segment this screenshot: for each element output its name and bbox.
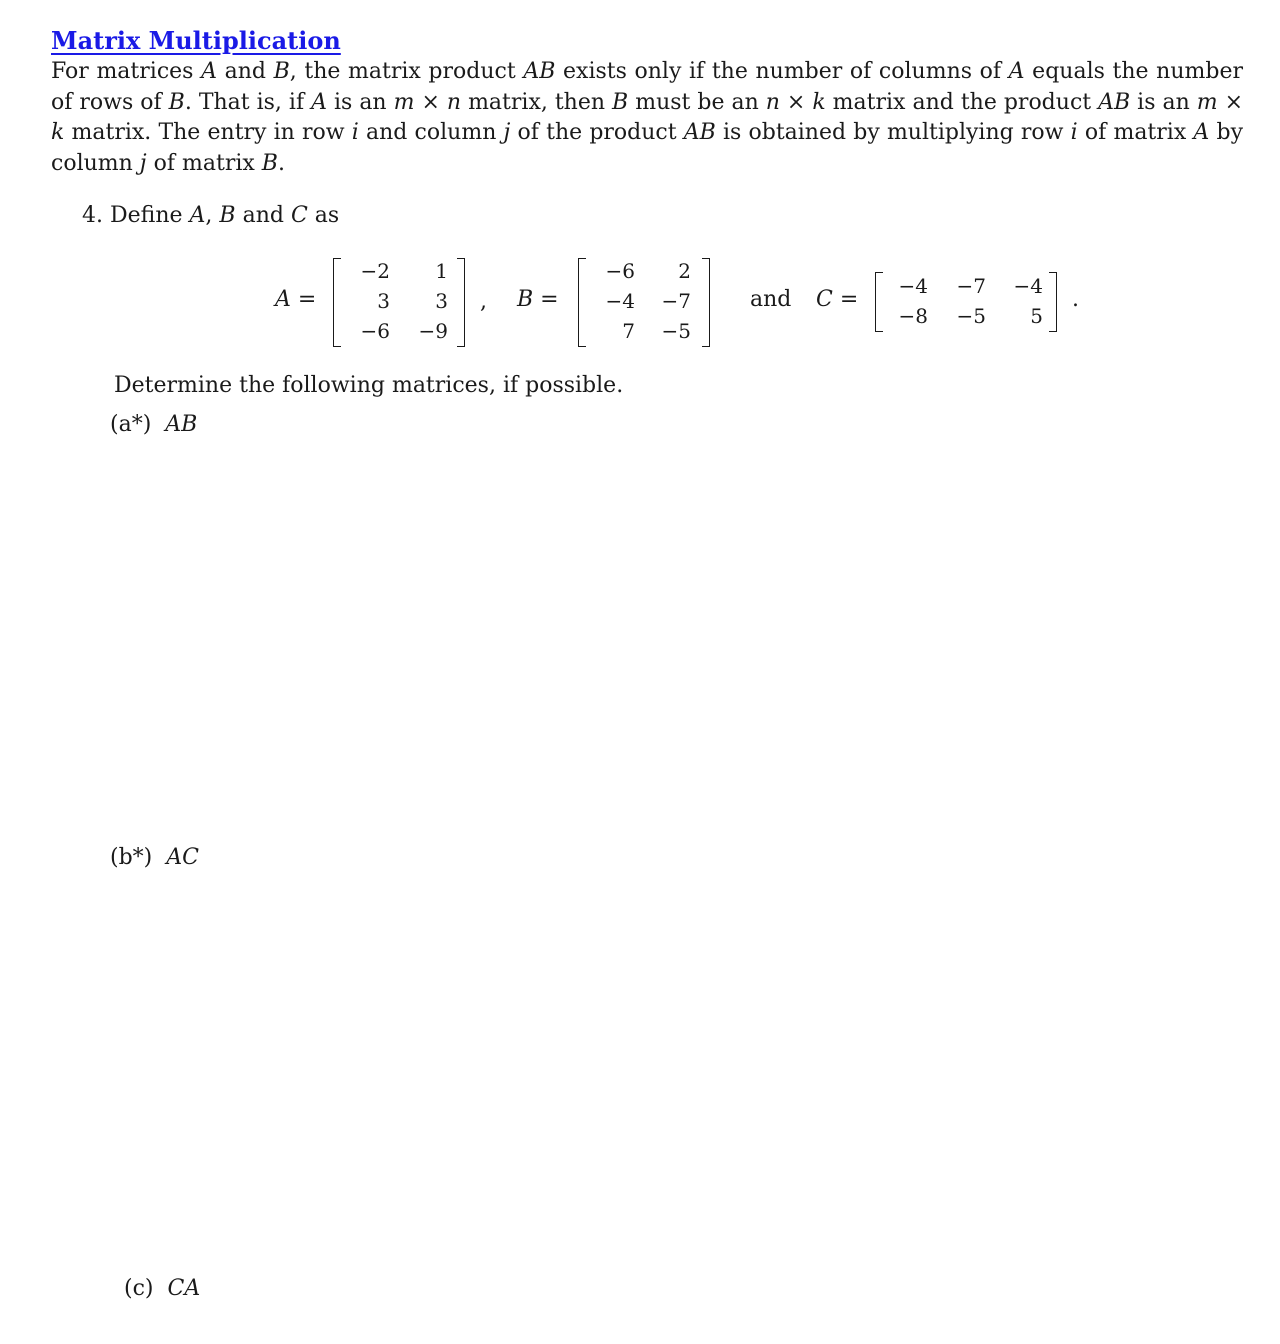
matrix-a-cell: −9 <box>418 319 448 343</box>
matrix-b-left-bracket <box>578 258 586 347</box>
part-b-label: (b*) <box>110 845 153 870</box>
matrix-a-cell: 3 <box>435 289 448 313</box>
part-c <box>124 1276 200 1301</box>
matrix-c-cell: −5 <box>956 304 986 328</box>
part-b <box>110 845 199 870</box>
matrix-c-cell: 5 <box>1030 304 1043 328</box>
matrix-c-cell: −4 <box>898 274 928 298</box>
matrix-end-period: . <box>1072 287 1079 312</box>
matrix-b-cell: −5 <box>661 319 691 343</box>
matrix-a-left-bracket <box>333 258 341 347</box>
and-text: and <box>750 287 792 312</box>
matrix-b-cell: 7 <box>622 319 635 343</box>
matrix-a-cell: −6 <box>360 319 390 343</box>
intro-paragraph: For matrices A and B, the matrix product AB exists only if the number of columns of A equals the number of rows of B. That is, if A is an m × n matrix, then B must be an n × k matrix and the product AB is an m × k matrix. The entry in row i and column j of the product AB is obtained by multiplying row i of matrix A by column j of matrix B. <box>51 59 1244 176</box>
matrix-a-cell: 1 <box>435 259 448 283</box>
matrix-b-label: B = <box>517 287 559 312</box>
section-title: Matrix Multiplication <box>51 26 341 55</box>
matrix-a-right-bracket <box>457 258 465 347</box>
problem-statement: 4. Define A, B and C as <box>82 203 340 228</box>
matrix-separator: , <box>480 289 487 314</box>
part-c-expression: CA <box>167 1276 201 1301</box>
part-a <box>110 412 197 437</box>
matrix-b <box>590 256 691 346</box>
matrix-c-cell: −4 <box>1013 274 1043 298</box>
matrix-c-cell: −8 <box>898 304 928 328</box>
matrix-c-right-bracket <box>1049 272 1057 332</box>
matrix-b-cell: −4 <box>605 289 635 313</box>
problem-number: 4. <box>82 203 103 228</box>
matrix-a-cell: 3 <box>377 289 390 313</box>
matrix-a-label: A = <box>275 287 317 312</box>
matrix-b-cell: −6 <box>605 259 635 283</box>
part-b-expression: AC <box>166 845 199 870</box>
matrix-b-cell: 2 <box>678 259 691 283</box>
matrix-c-cell: −7 <box>956 274 986 298</box>
part-a-label: (a*) <box>110 412 152 437</box>
part-c-label: (c) <box>124 1276 154 1301</box>
instruction-text: Determine the following matrices, if possible. <box>114 373 624 398</box>
matrix-b-right-bracket <box>702 258 710 347</box>
matrix-c-left-bracket <box>875 272 883 332</box>
matrix-c-label: C = <box>816 287 859 312</box>
matrix-b-cell: −7 <box>661 289 691 313</box>
matrix-a-cell: −2 <box>360 259 390 283</box>
matrix-a <box>344 256 448 346</box>
part-a-expression: AB <box>165 412 198 437</box>
matrix-c <box>884 271 1043 331</box>
